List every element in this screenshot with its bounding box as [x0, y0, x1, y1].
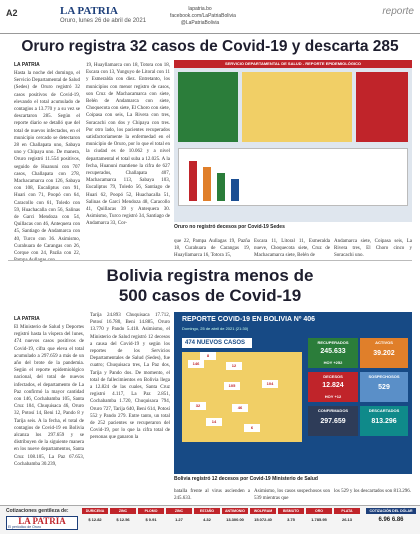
stat-discarded-value: 813.296 — [371, 418, 397, 425]
article2-bottom-col2: Asimismo, los casos sospechosos son 539 mientras que — [254, 489, 330, 502]
section-divider — [8, 260, 412, 261]
quote-item: ESTAÑO 4.32 — [194, 508, 220, 522]
article2-col2: Tarija 24.893 Chuquisaca 17.712, Potosí 16.780, Beni 14.885, Oruro 13.770 y Pando 5.418. Asimismo, el Ministerio de Salud registró 12 decesos a causa del Covid-19 y según los reportes de los Servicios Departamentales de Salud (Sedes), fue cuatro; Chuquisaca tres, La Paz dos, Tarija y Pando dos. De momento, el total de fallecimientos en Bolivia llega a 12.824 de las cuales, Santa Cruz registró 4.117, La Paz 2.851, Cochabamba 1.720, Chuquisaca 794, Oruro 727, Tarija 640, Beni 614, Potosí 552 y Pando 279. Entre tanto, un total de 252 pacientes se recuperaron del Covid-19, por lo que la cifra total de personas que ganaron la — [90, 313, 170, 441]
dollar-rate-values — [366, 517, 416, 523]
stat-active-value: 39.202 — [373, 350, 395, 357]
bolivia-covid-card — [174, 312, 412, 474]
new-cases-count: 474 — [185, 340, 196, 346]
article1-bottom-col3: Andamarca siete, Coipasa seis, La Rivera tres, El Choro cinco y Soracachi uno. — [334, 239, 412, 259]
oruro-cases-table — [178, 72, 238, 142]
stat-deaths — [308, 372, 358, 402]
stat-recovered-label: RECUPERADOS — [317, 340, 349, 345]
stat-confirmed — [308, 406, 358, 436]
contact-info: lapatria.bo facebook.com/LaPatriaBolivia @LaPatriaBolivia — [170, 6, 236, 26]
quote-item: WOLFRAM 15.072.40 — [250, 508, 276, 522]
article2-bottom-col1: batalla frente al virus ascienden a 245.633. — [174, 489, 250, 502]
quote-item: PLATA 26.13 — [334, 508, 360, 522]
stat-active-label: ACTIVOS — [375, 340, 393, 345]
stat-suspected-value: 529 — [378, 384, 390, 391]
map-value-cochabamba: 105 — [224, 382, 240, 390]
stat-deaths-label: DECESOS — [323, 374, 343, 379]
quotes-footer — [0, 505, 420, 534]
quote-item: ORO 1.785.95 — [306, 508, 332, 522]
stat-suspected — [360, 372, 408, 402]
dollar-rate-sell: 6.96 — [378, 517, 391, 523]
stat-recovered-value: 245.633 — [320, 348, 346, 355]
masthead-logo: LA PATRIA — [60, 5, 118, 17]
page-number: A2 — [6, 8, 18, 18]
bolivia-map — [182, 352, 302, 442]
map-value-pando: 8 — [200, 352, 216, 360]
article1-headline: Oruro registra 32 casos de Covid-19 y descarta 285 — [21, 38, 399, 55]
quote-item: ANTIMONIO 13.300.00 — [222, 508, 248, 522]
article1-byline: LA PATRIA — [14, 62, 40, 68]
footer-label: Cotizaciones gentileza de: — [6, 508, 69, 514]
article1-col2: 19, Huayllamarca con 18, Totora con 18, Escara con 13, Yunguyo de Litoral con 11 y Esmeralda con diez. Entretanto, los municipios con menor registro de casos, son Cruz de Machacamarca con siete, Belén de Andamarca con siete, Choquecota con siete, El Choro con siete, Coipasa con seis, La Rivera con tres, Soracachi con dos y Chipaya con tres. Por otro lado, los pacientes recuperados satisfactoriamente la enfermedad en el municipio de Oruro, por lo que el total en la ciudad es de 10.062 y a nivel departamental el total suba a 12.025. A la fecha, Huanuni mantiene la cifra de 627 recuperados, Challapata 407, Machacamarca 113, Sabaya 103, Eucaliptus 79, Toledo 56, Santiago de Huari 62, Poopó 52, Huachacalla 51, Salinas de Garci Mendoza 48, Caracollo 41, Quillacas 39 y Antequera 30. Asimismo, Turco registró 34, Santiago de Andamarca 33, Cor- — [86, 63, 170, 227]
quote-item: DURICENA $ 12.82 — [82, 508, 108, 522]
quote-item: PLOMO $ 0.91 — [138, 508, 164, 522]
stat-confirmed-label: CONFIRMADOS — [317, 408, 349, 413]
oruro-region-map — [242, 72, 352, 142]
map-value-tarija: 6 — [244, 424, 260, 432]
stat-confirmed-value: 297.659 — [320, 418, 346, 425]
dollar-rate-buy: 6.86 — [391, 517, 404, 523]
quote-item: BISMUTO 3.75 — [278, 508, 304, 522]
stat-discarded-label: DESCARTADOS — [368, 408, 400, 413]
stat-discarded — [360, 406, 408, 436]
dollar-rate-label: COTIZACIÓN DEL DÓLAR — [366, 508, 416, 514]
footer-tagline: El periódico de Oruro — [8, 525, 42, 529]
map-value-oruro: 32 — [190, 402, 206, 410]
section-name: reporte — [382, 6, 414, 17]
stat-deaths-today: HOY +12 — [324, 394, 342, 399]
article1-caption: Oruro no registró decesos por Covid-19 Sedes — [174, 224, 285, 230]
map-value-santa-cruz: 104 — [262, 380, 278, 388]
stat-active — [360, 338, 408, 368]
stat-recovered-today: HOY +252 — [323, 360, 343, 365]
map-value-chuquisaca: 46 — [232, 404, 248, 412]
oruro-bar-chart — [178, 148, 408, 206]
card-date: Domingo, 25 de abril de 2021 (21:30) — [182, 326, 249, 331]
article2-col1: El Ministerio de Salud y Deportes registró hasta la víspera del lunes, 474 nuevos casos positivos de Covid-19, cifra que eleva el total acumulado a 297.659 a más de un año del brote de la pandemia. Según el reporte epidemiológico nacional, del total de nuevos infectados, el departamento de La Paz confirmó la mayor cantidad con 146, Cochabamba 105, Santa Cruz 104, Chuquisaca 46, Oruro 32, Potosí 14, Beni 12, Pando 8 y Tarija seis. A la fecha, el total de contagios de Covid-19 en Bolivia alcanza los 297.659 y se distribuyen de la siguiente manera en los nueve departamentos, Santa Cruz 108.105, La Paz 67.653, Cochabamba 30.239, — [14, 325, 84, 467]
article1-bottom-col1: que 22, Pampa Aullagas 19, Pazña 18, Curahuara de Carangas 19, Huayllamarca 16, Totora 15, — [174, 239, 250, 259]
oruro-report-chart — [174, 60, 412, 222]
article1-col1: Hasta la noche del domingo, el Servicio Departamental de Salud (Sedes) de Oruro registró 32 casos positivos de Covid-19, elevando el total acumulado de contagios a 13.770 y a su vez se descartaron 285. Según el reporte diario se detalló que del total de nuevos infectados, en el municipio cercado se detectaron 28 en Challapata uno, Sabaya uno y Chipaya uno. De manera, Oruro registró 11.554 positivos, seguido de Huanuni con 707 casos, Challapata con 278, Machacamarca con 126, Sabaya con 108, Eucaliptus con 91, Huari con 71, Poopó con 64, Caracollo con 61, Toledo con 59, Huachacalla con 56, Salinas de Garci Mendoza con 54, Quillacas con 46, Antequera con 45, Santiago de Andamarca con 40, Turco con 36. Asimismo, Curahuara de Carangas con 26, Corque con 24, Pazña con 22, — [14, 71, 80, 257]
stat-recovered — [308, 338, 358, 368]
page-header — [0, 0, 420, 34]
article2-headline-line2: 500 casos de Covid-19 — [118, 286, 302, 305]
map-value-beni: 12 — [226, 362, 242, 370]
article2-byline: LA PATRIA — [14, 316, 40, 322]
article2-bottom-col3: los 529 y los descartados son 813.296. — [334, 489, 411, 494]
quote-item: ZINC $ 12.56 — [110, 508, 136, 522]
oruro-totals-panel — [356, 72, 408, 142]
chart-title: SERVICIO DEPARTAMENTAL DE SALUD - REPORTE EPIDEMIOLÓGICO — [174, 60, 412, 68]
stat-suspected-label: SOSPECHOSOS — [368, 374, 400, 379]
map-value-la-paz: 146 — [188, 360, 204, 368]
article1-bottom-col2: Escara 11, Litoral 11, Esmeralda nueve, Choquecota siete, Cruz de Machacamarca siete, Belén de — [254, 239, 330, 259]
card-title: REPORTE COVID-19 EN BOLIVIA Nº 406 — [182, 316, 315, 323]
map-value-potosi: 14 — [206, 418, 222, 426]
stats-panel — [308, 338, 408, 468]
article2-caption: Bolivia registró 12 decesos por Covid-19 Ministerio de Salud — [174, 476, 318, 482]
footer-brand: LA PATRIA — [6, 516, 78, 530]
issue-date: Oruro, lunes 26 de abril de 2021 — [60, 18, 147, 24]
quote-item: ZINC 1.27 — [166, 508, 192, 522]
new-cases-label: NUEVOS CASOS — [196, 340, 246, 346]
new-cases-badge — [182, 338, 252, 348]
article2-headline-line1: Bolivia registra menos de — [106, 266, 314, 285]
stat-deaths-value: 12.824 — [322, 382, 344, 389]
